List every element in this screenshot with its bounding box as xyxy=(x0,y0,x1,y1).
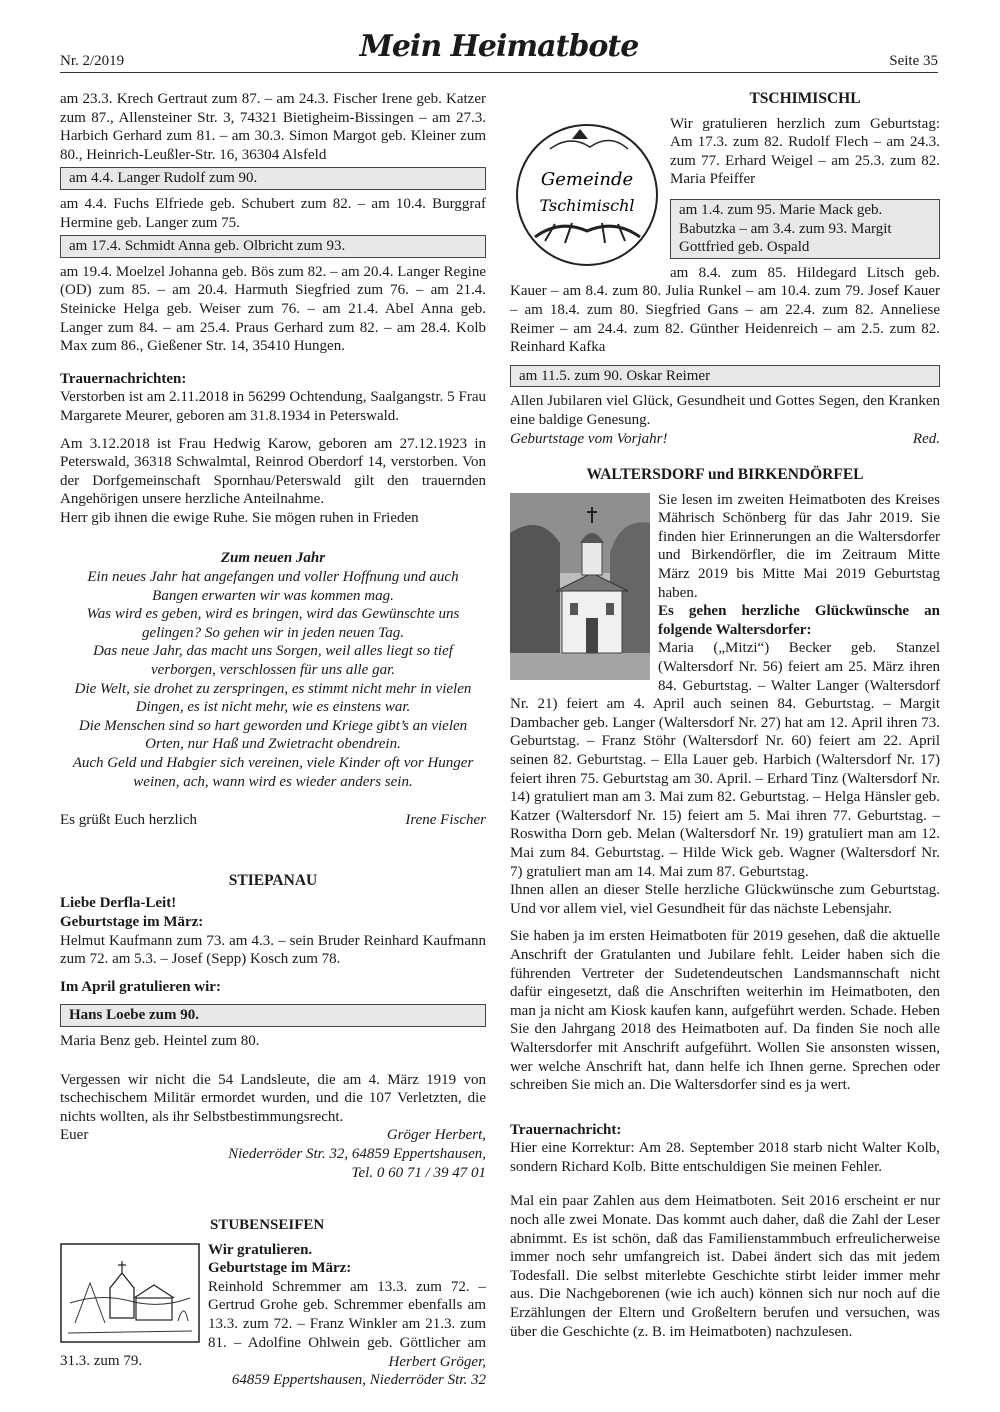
poem-line: Bangen erwarten wir was kommen mag. xyxy=(152,587,394,604)
poem-title: Zum neuen Jahr xyxy=(220,550,326,567)
poem-line: Was wird es geben, wird es bringen, wird das Gewünschte uns xyxy=(86,606,460,623)
highlight-box: am 11.5. zum 90. Oskar Reimer xyxy=(510,365,940,388)
obituary-correction: Hier eine Korrektur: Am 28. September 2018 starb nicht Walter Kolb, sondern Richard Kolb. Bitte entschuldigen Sie meinen Fehler. xyxy=(510,1140,940,1175)
stubenseifen-line1: Wir gratulieren. xyxy=(208,1241,313,1258)
poem-line: Dingen, es ist nicht mehr, wie es einstens war. xyxy=(135,699,411,716)
waltersdorf-wishes: Ihnen allen an dieser Stelle herzliche Glückwünsche zum Geburtstag. Und vor allem viel, viel Gesundheit für das nächste Lebensjahr. xyxy=(510,882,940,917)
tschimischl-block xyxy=(510,115,940,449)
waltersdorf-intro: Sie lesen im zweiten Heimatboten des Kreises Mährisch Schönberg für das Jahr 2019. Sie finden hier Erinnerungen an die Waltersdorfer und Birkendörfler, die im Zeitraum Mitte März 2019 bis Mitte Mai 2019 Geburtstag haben. xyxy=(658,491,940,601)
stubenseifen-heading: STUBENSEIFEN xyxy=(210,1217,325,1234)
stiepanau-april-label: Im April gratulieren wir: xyxy=(60,978,221,995)
gemeinde-emblem-image xyxy=(510,119,665,269)
poem-line: Auch Geld und Habgier sich vereinen, viele Kinder oft vor Hunger xyxy=(72,755,474,771)
page-header xyxy=(60,29,938,74)
greeting-signature: Irene Fischer xyxy=(405,812,486,829)
greeting-text: Es grüßt Euch herzlich xyxy=(60,812,198,829)
stiepanau-march-list: Helmut Kaufmann zum 73. am 4.3. – sein Bruder Reinhard Kaufmann zum 72. am 5.3. – Josef (Sepp) Kosch zum 78. xyxy=(60,932,486,968)
tschimischl-note xyxy=(510,430,940,449)
poem-line: verborgen, verschlossen für uns alle gar. xyxy=(151,662,395,679)
chapel-photo-image xyxy=(510,493,650,680)
tschimischl-heading: TSCHIMISCHL xyxy=(749,90,861,107)
stiepanau-salutation: Liebe Derfla-Leit! xyxy=(60,895,177,912)
obituary-heading: Trauernachricht: xyxy=(510,1121,622,1138)
poem-line: weinen, ach, wann wird es wieder anders sein. xyxy=(133,773,413,790)
stubenseifen-signature: Herbert Gröger, xyxy=(388,1353,486,1370)
greeting xyxy=(60,811,486,830)
page-number: Seite 35 xyxy=(889,53,938,69)
stiepanau-heading: STIEPANAU xyxy=(228,871,318,889)
obituary-2: Am 3.12.2018 ist Frau Hedwig Karow, geboren am 27.12.1923 in Peterswald, 36318 Schwalmtal, Reinrod Oberdorf 14, verstorben. Von der Dorfgemeinschaft Spornhau/Peterswald gilt den trauernden Angehörigen unsere herzliche Anteilnahme. xyxy=(60,435,486,508)
emblem-text-2: Tschimischl xyxy=(539,195,635,215)
stiepanau-signoff xyxy=(60,1126,486,1145)
highlight-box: am 17.4. Schmidt Anna geb. Olbricht zum 93. xyxy=(60,235,486,258)
right-column xyxy=(510,90,940,1341)
signoff-name: Gröger Herbert, xyxy=(386,1127,486,1144)
waltersdorf-heading: WALTERSDORF und BIRKENDÖRFEL xyxy=(586,466,864,484)
signoff-euer: Euer xyxy=(60,1127,89,1144)
masthead-logo: Mein Heimatbote xyxy=(359,29,639,64)
signoff-address: Niederröder Str. 32, 64859 Eppertshausen, xyxy=(228,1145,486,1162)
stiepanau-memorial: Vergessen wir nicht die 54 Landsleute, die am 4. März 1919 von tschechischem Militär ermordet wurden, und die 107 Verletzten, die nichts wollten, als ihr Selbstbestimmungsrecht. xyxy=(60,1071,486,1125)
emblem-text-1: Gemeinde xyxy=(540,168,634,190)
stubenseifen-line2: Geburtstage im März: xyxy=(208,1260,352,1277)
tschimischl-april: am 8.4. zum 85. Hildegard Litsch geb. Kauer – am 8.4. zum 80. Julia Runkel – am 10.4. zum 79. Josef Kauer – am 18.4. zum 80. Siegfried Gans – am 22.4. zum 82. Anneliese Reimer – am 24.4. zum 82. Günther Heidenreich – am 2.5. zum 82. Reinhard Kafka xyxy=(510,264,940,356)
obituary-1: Verstorben ist am 2.11.2018 in 56299 Ochtendung, Saalgangstr. 5 Frau Margarete Meurer, geboren am 31.8.1934 in Peterswald. xyxy=(60,389,486,424)
waltersdorf-block xyxy=(510,491,940,919)
stubenseifen-block xyxy=(60,1241,486,1390)
poem-line: gelingen? So gehen wir in jeden neuen Tag. xyxy=(142,624,404,641)
birthday-list-april-2: am 19.4. Moelzel Johanna geb. Bös zum 82. – am 20.4. Langer Regine (OD) zum 85. – am 20.4. Harmuth Siegfried zum 76. – am 21.4. Steinicke Helga geb. Weiser zum 76. – am 21.4. Abel Anna geb. Langer zum 84. – am 25.4. Praus Gerhard zum 82. – am 28.4. Kolb Max zum 86., Gießener Str. 14, 35410 Hungen. xyxy=(60,263,486,355)
highlight-box: am 4.4. Langer Rudolf zum 90. xyxy=(60,167,486,190)
poem-line: Das neue Jahr, das macht uns Sorgen, weil alles liegt so tief xyxy=(93,643,453,660)
obituaries-heading: Trauernachrichten: xyxy=(60,370,187,387)
left-column xyxy=(60,90,486,1390)
tschimischl-wishes: Allen Jubilaren viel Glück, Gesundheit und Gottes Segen, den Kranken eine baldige Genesung. xyxy=(510,393,940,428)
poem-line: Ein neues Jahr hat angefangen und voller Hoffnung und auch xyxy=(87,569,459,586)
poem-line: Orten, nur Haß und Zwietracht obendrein. xyxy=(145,736,401,753)
note-red: Red. xyxy=(912,430,940,447)
village-sketch-image xyxy=(60,1243,200,1343)
closing-paragraph: Mal ein paar Zahlen aus dem Heimatboten. Seit 2016 erscheint er nur noch alle zwei Monate. Das kommt auch daher, daß die Zahl der Leser abnimmt. Es ist schön, daß das Familienstammbuch erfreulicherweise immer noch sehr umfangreich ist. Dabei ändert sich das mit jedem Todesfall. Die selbst miterlebte Geschichte stirbt leider immer mehr aus. Die Nachgeborenen (wie ich auch) können sich nur noch auf die Erzählungen der Eltern und Großeltern berufen und versuchen, was über die Geschichte (z. B. im Heimatboten) nachzulesen. xyxy=(510,1193,940,1340)
birthday-list-march: am 23.3. Krech Gertraut zum 87. – am 24.3. Fischer Irene geb. Katzer zum 87., Allensteiner Str. 3, 74321 Bietigheim-Bissingen – am 27.3. Harbich Gerhard zum 81. – am 30.3. Simon Margot geb. Kleiner zum 80., Heinrich-Leußler-Str. 16, 36304 Alsfeld xyxy=(60,91,486,163)
waltersdorf-greeting: Es gehen herzliche Glückwünsche an folgende Waltersdorfer: xyxy=(658,603,940,638)
birthday-list-april-1: am 4.4. Fuchs Elfriede geb. Schubert zum 82. – am 10.4. Burggraf Hermine geb. Langer zum 75. xyxy=(60,195,486,231)
signoff-phone: Tel. 0 60 71 / 39 47 01 xyxy=(351,1164,486,1181)
stubenseifen-list: Reinhold Schremmer am 13.3. zum 72. – Gertrud Grohe geb. Schremmer ebenfalls am 13.3. zum 72. – Franz Winkler am 21.3. zum 81. – Adolfine Ohlwein geb. Göttlicher am 31.3. zum 79. xyxy=(60,1278,486,1370)
stubenseifen-address: 64859 Eppertshausen, Niederröder Str. 32 xyxy=(231,1372,486,1389)
waltersdorf-list: Maria („Mitzi“) Becker geb. Stanzel (Waltersdorf Nr. 56) feiert am 25. März ihren 84. Geburtstag. – Walter Langer (Waltersdorf Nr. 21) feiert am 4. April auch seinen 84. Geburtstag. – Margit Dambacher geb. Langer (Waltersdorf Nr. 27) hat am 12. April ihren 73. Geburtstag. – Franz Stöhr (Waltersdorf Nr. 60) feiert am 22. April seinen 82. Geburtstag. – Ella Lauer geb. Harbich (Waltersdorf Nr. 17) feiert ihren 75. Geburtstag am 30. April. – Erhard Tinz (Waltersdorf Nr. 14) gratuliert man am 3. Mai zum 82. Geburtstag. – Helga Hänsler geb. Katzer (Waltersdorf Nr. 15) feiert am 5. Mai ihren 77. Geburtstag. – Roswitha Dorn geb. Melan (Waltersdorf Nr. 19) gratuliert man am 12. Mai zum 84. Geburtstag. – Hilde Wick geb. Wagner (Waltersdorf Nr. 7) gratuliert man am 14. Mai zum 87. Geburtstag. xyxy=(510,640,940,880)
poem-line: Die Menschen sind so hart geworden und Kriege gibt’s an vielen xyxy=(78,717,468,734)
header-rule xyxy=(60,72,938,73)
note-text: Geburtstage vom Vorjahr! xyxy=(510,430,668,447)
poem xyxy=(60,549,486,791)
issue-number: Nr. 2/2019 xyxy=(60,53,125,69)
tschimischl-march: Wir gratulieren herzlich zum Geburtstag: Am 17.3. zum 82. Rudolf Flech – am 24.3. zum 77. Erhard Weigel – am 25.3. zum 82. Maria Pfeiffer xyxy=(670,115,940,188)
poem-line: Die Welt, sie drohet zu zerspringen, es stimmt nicht mehr in vielen xyxy=(74,680,472,697)
stiepanau-april-list: Maria Benz geb. Heintel zum 80. xyxy=(60,1032,260,1049)
highlight-box: Hans Loebe zum 90. xyxy=(60,1004,486,1027)
waltersdorf-address-note: Sie haben ja im ersten Heimatboten für 2019 gesehen, daß die aktuelle Anschrift der Gratulanten und Jubilare fehlt. Leider haben sich die führenden Vertreter der Sudetendeutschen Landsmannschaft nicht dafür eingesetzt, daß die Anschriften weiterhin im Heimatboten, den man ja nicht am Kiosk kaufen kann, aufgeführt werden. Schade. Heben Sie den Jahrgang 2018 des Heimatboten auf. Da finden Sie noch alle Waltersdorfer mit Anschrift aufgeführt. Wollen Sie ansonsten wissen, wer welche Anschrift hat, dann helfe ich Ihnen gerne. Sprechen oder schreiben Sie mich an. Die Waltersdorfer sind es ja wert. xyxy=(510,928,940,1094)
obituary-prayer: Herr gib ihnen die ewige Ruhe. Sie mögen ruhen in Frieden xyxy=(60,509,419,526)
stiepanau-march-label: Geburtstage im März: xyxy=(60,913,204,930)
highlight-box: am 1.4. zum 95. Marie Mack geb. Babutzka – am 3.4. zum 93. Margit Gottfried geb. Ospald xyxy=(670,199,940,259)
